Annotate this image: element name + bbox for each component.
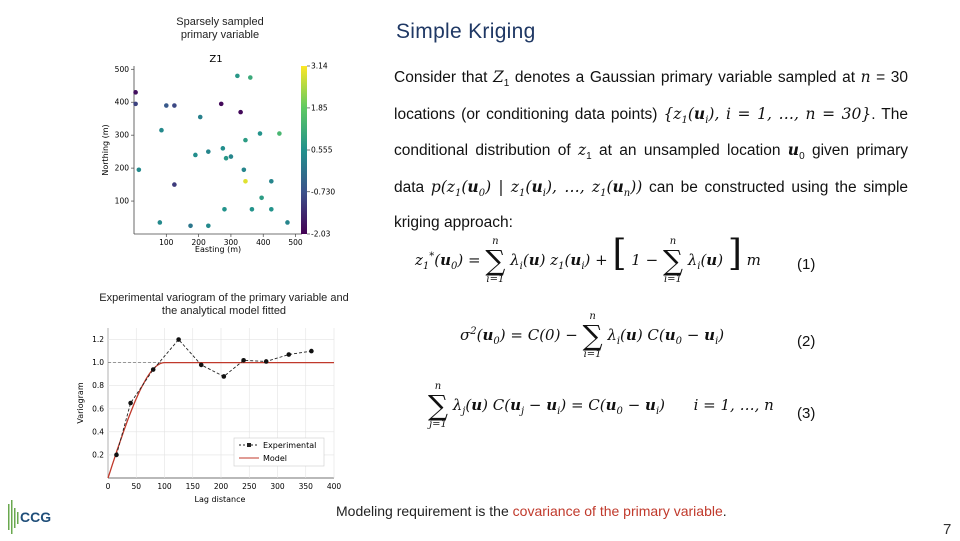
map-ytick-label: 100 (114, 196, 129, 206)
colorbar-tick-label: -0.730 (311, 187, 336, 197)
intro-paragraph: Consider that $Z_1$ denotes a Gaussian primary variable sampled at n = 30 locations (or conditioning data points) {$z_1(u_i)$, i = 1, …, n = 30}. The conditional distribution of $z_1$ at an unsampled location $u_0$ given primary data $p(z_1(u_0)$ | $z_1(u_i)$, …, $z_1(u_n)$) can be constructed using the simple kriging approach: (394, 68, 909, 232)
vario-xtick-label: 300 (270, 482, 285, 491)
map-xtick-label: 400 (256, 238, 271, 247)
map-ytick-label: 500 (114, 64, 129, 74)
vario-xtick-label: 0 (105, 482, 111, 491)
sample-point (164, 103, 169, 108)
vario-ytick-label: 0.4 (92, 427, 104, 437)
vario-ytick-label: 1.2 (92, 335, 104, 345)
sample-point (172, 182, 177, 187)
logo-text: CCG (20, 509, 52, 525)
vario-xtick-label: 50 (131, 482, 142, 491)
sample-point (259, 195, 264, 200)
experimental-line (116, 340, 311, 455)
sample-point (133, 90, 138, 95)
map-xtick-label: 200 (191, 238, 206, 247)
experimental-point (264, 359, 269, 364)
experimental-point (114, 453, 119, 458)
colorbar-tick-label: 0.555 (311, 145, 333, 155)
variogram-chart (74, 326, 344, 512)
sample-point (206, 223, 211, 228)
vario-ytick-label: 0.8 (92, 381, 104, 391)
sample-point (172, 103, 177, 108)
sample-point (188, 223, 193, 228)
map-xtick-label: 100 (159, 238, 174, 247)
sample-point (243, 179, 248, 184)
sample-point (285, 220, 290, 225)
colorbar (301, 66, 307, 234)
map-ylabel: Northing (m) (101, 124, 110, 176)
experimental-point (128, 401, 133, 406)
equation-3-number: (3) (797, 405, 816, 422)
sample-point (137, 167, 142, 172)
map-ytick-label: 400 (114, 97, 129, 107)
footer-note: Modeling requirement is the covariance of the primary variable. (336, 503, 727, 519)
variogram-caption: Experimental variogram of the primary variable and the analytical model fitted (99, 292, 349, 317)
sample-point (224, 156, 229, 161)
sample-point (193, 153, 198, 158)
sample-point (221, 146, 226, 151)
sample-point (277, 131, 282, 136)
sample-point (238, 110, 243, 115)
sample-point (243, 138, 248, 143)
scatter-map-chart (98, 48, 350, 260)
map-xlabel: Easting (m) (194, 245, 242, 254)
sample-point (222, 207, 227, 212)
equation-2: $\sigma^2(u_0) = C(0)$ − n ∑ i=1 $\lambda_i(u) C(u_0 - u_i)$ (460, 311, 725, 360)
vario-ytick-label: 0.2 (92, 450, 104, 460)
experimental-point (287, 352, 292, 357)
variogram-xlabel: Lag distance (194, 495, 246, 504)
sample-point (269, 179, 274, 184)
page-number: 7 (943, 521, 952, 538)
experimental-point (309, 349, 314, 354)
sample-point (250, 207, 255, 212)
colorbar-tick-label: 1.85 (311, 103, 328, 113)
vario-ytick-label: 1.0 (92, 358, 104, 368)
vario-ytick-label: 0.6 (92, 404, 104, 414)
equation-3: n ∑ j=1 $\lambda_j(u) C(u_j - u_i) = C(u_0 - u_i)$ i = 1, …, n (428, 381, 774, 430)
vario-xtick-label: 250 (242, 482, 257, 491)
vario-xtick-label: 100 (157, 482, 172, 491)
experimental-point (151, 367, 156, 372)
experimental-point (176, 337, 181, 342)
sample-point (269, 207, 274, 212)
equation-2-number: (2) (797, 333, 816, 350)
slide-title: Simple Kriging (396, 20, 536, 43)
equation-1: $z_1^*(u_0)$ = n ∑ i=1 $\lambda_i(u) z_1(u_i)$ + [ 1 − n ∑ i=1 $\lambda_i(u)$ ] m (415, 233, 761, 285)
ccg-logo (6, 500, 60, 536)
sample-point (158, 220, 163, 225)
vario-xtick-label: 400 (326, 482, 342, 491)
sample-point (235, 74, 240, 79)
sample-point (219, 102, 224, 107)
map-caption: Sparsely sampled primary variable (176, 16, 264, 41)
colorbar-tick-label: 3.14 (311, 61, 328, 71)
sample-point (248, 75, 253, 80)
vario-xtick-label: 350 (298, 482, 313, 491)
sample-point (242, 167, 247, 172)
experimental-point (222, 374, 227, 379)
legend-model: Model (263, 454, 288, 463)
vario-xtick-label: 200 (213, 482, 229, 491)
sample-point (229, 154, 234, 159)
map-xtick-label: 500 (288, 238, 303, 247)
equation-1-number: (1) (797, 256, 816, 273)
legend-experimental: Experimental (263, 441, 317, 450)
sample-point (133, 102, 138, 107)
sample-point (206, 149, 211, 154)
variogram-ylabel: Variogram (76, 382, 85, 424)
map-ytick-label: 300 (114, 130, 129, 140)
map-xtick-label: 300 (223, 238, 239, 247)
sample-point (159, 128, 164, 133)
experimental-point (199, 363, 204, 368)
vario-xtick-label: 150 (185, 482, 200, 491)
sample-point (258, 131, 263, 136)
sample-point (198, 115, 203, 120)
colorbar-tick-label: -2.03 (311, 229, 331, 239)
map-title: Z1 (209, 54, 223, 65)
map-ytick-label: 200 (114, 163, 129, 173)
experimental-point (241, 358, 246, 363)
